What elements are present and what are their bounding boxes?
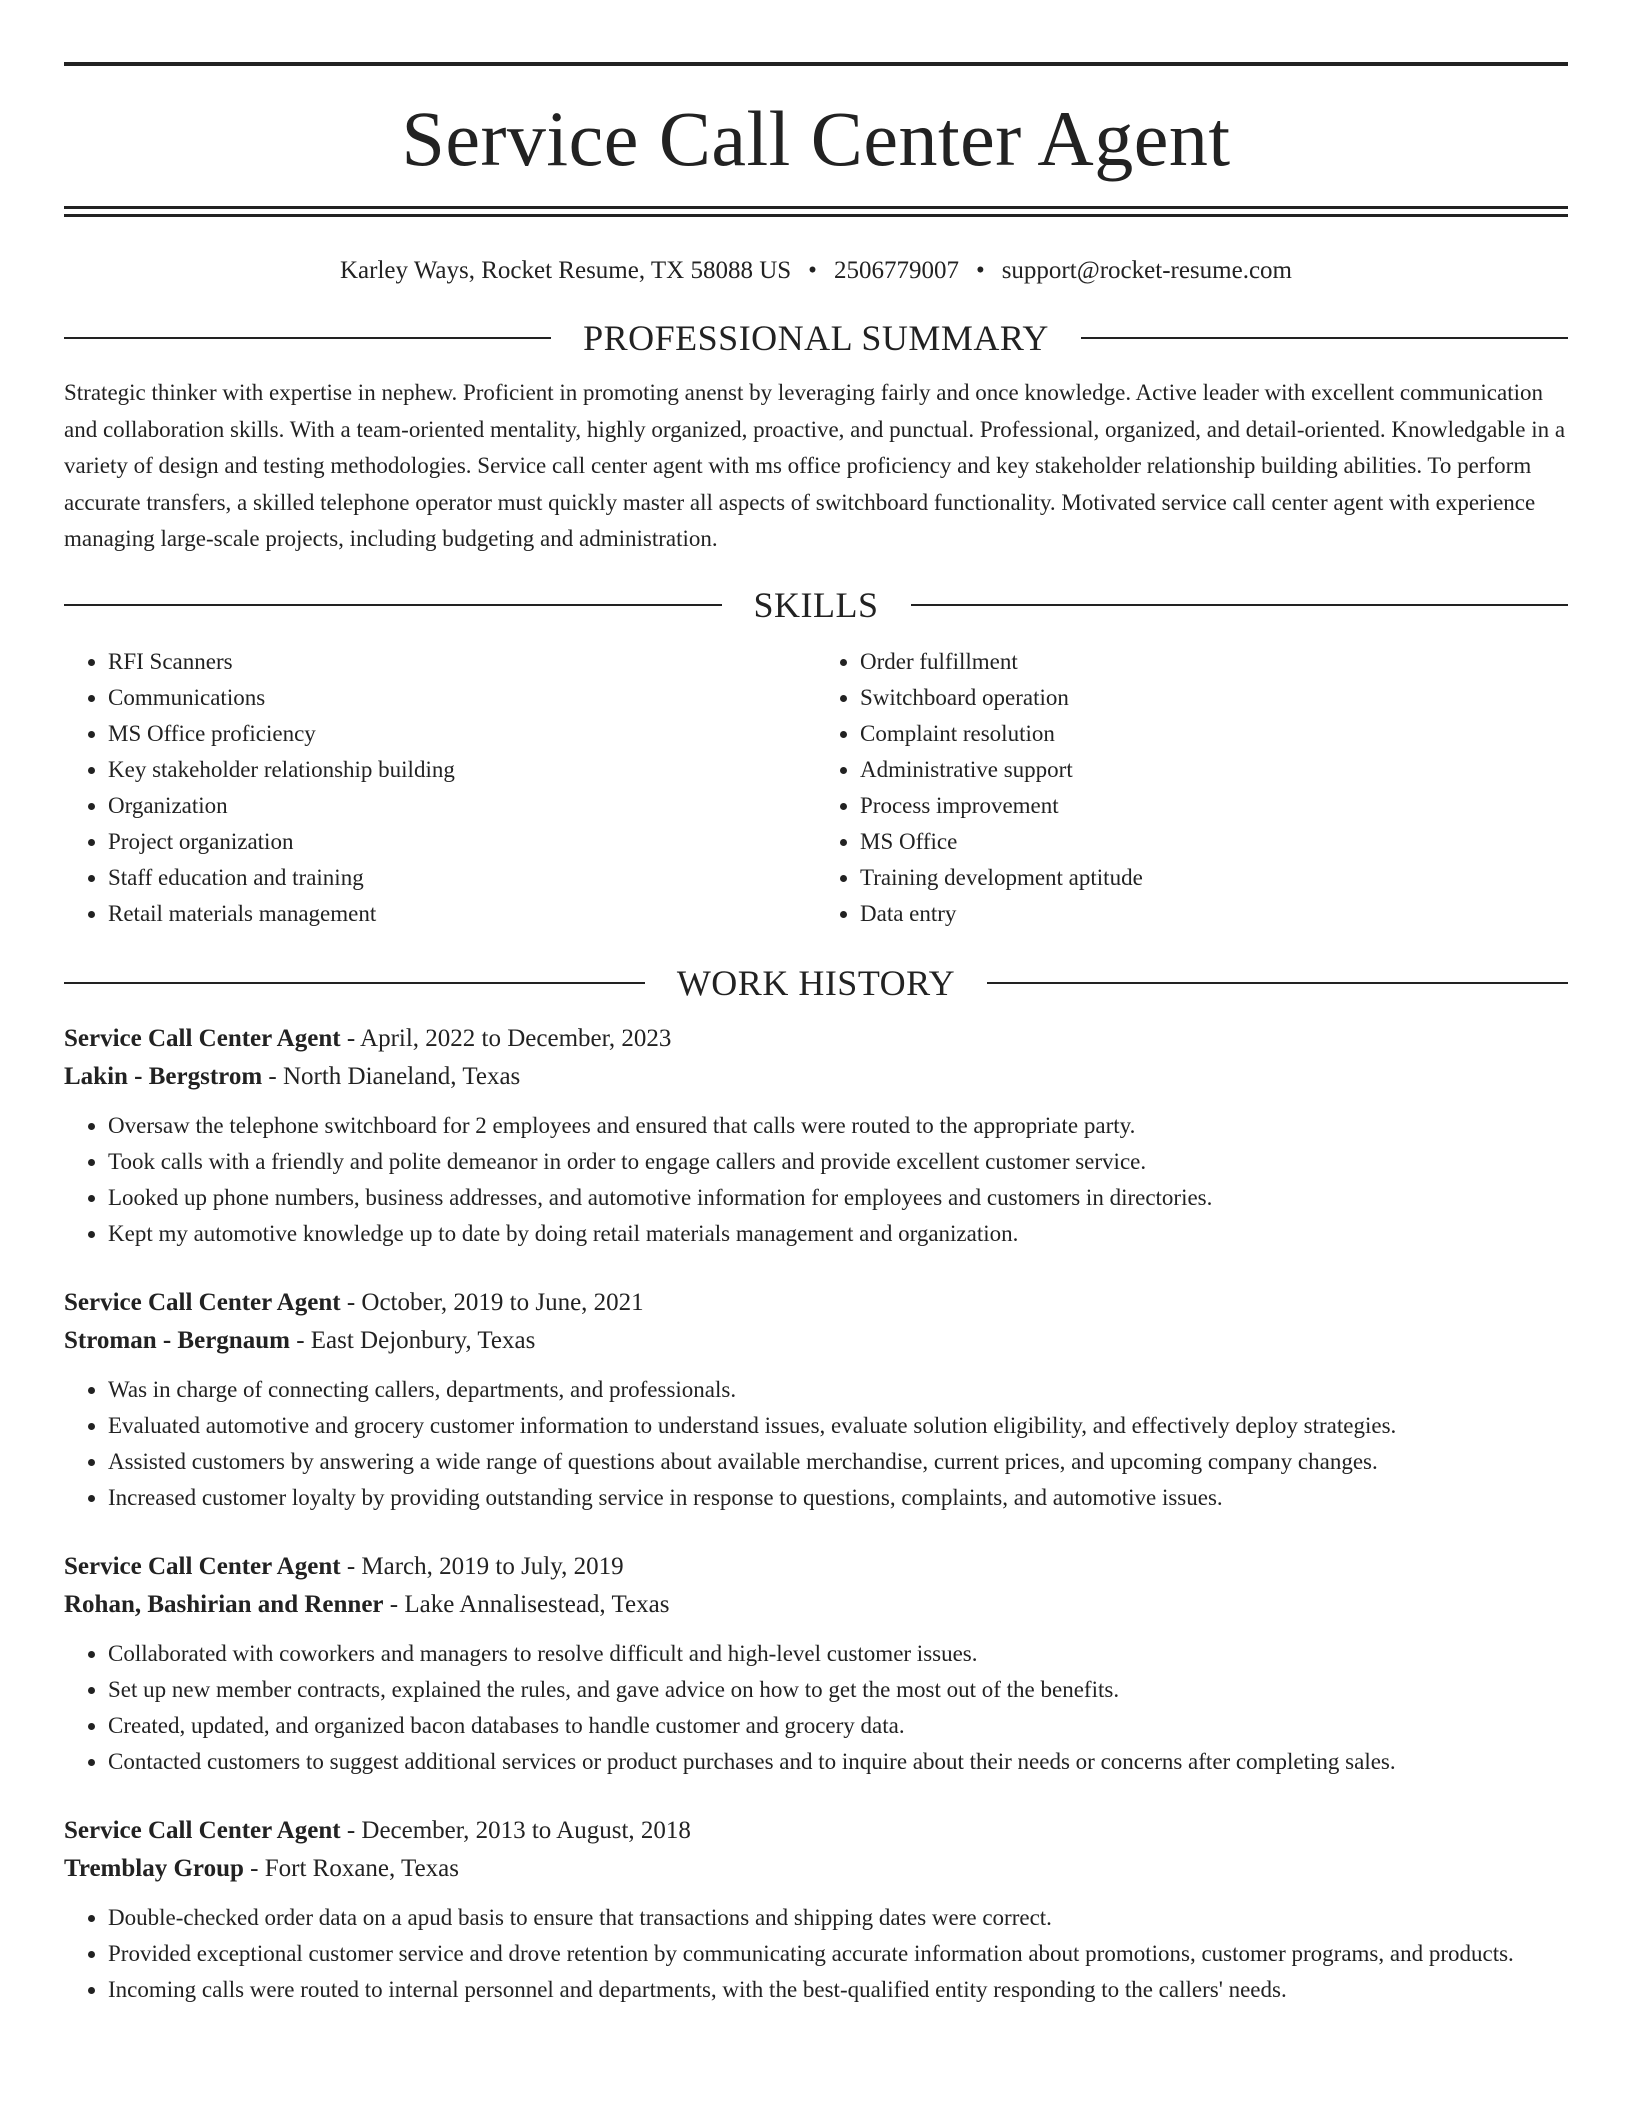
list-item: • Was in charge of connecting callers, departments, and professionals. — [108, 1372, 1568, 1408]
summary-heading — [64, 313, 1568, 363]
list-item: • Training development aptitude — [860, 860, 1568, 896]
job-bullets — [64, 1636, 1568, 1780]
list-item: • Contacted customers to suggest additional services or product purchases and to inquire about their needs or concerns after completing sales. — [108, 1744, 1568, 1780]
job-location: - East Dejonbury, Texas — [289, 1326, 536, 1354]
job-title-line — [64, 1284, 1568, 1322]
heading-rule — [1081, 337, 1568, 339]
job-entry — [64, 1548, 1568, 1780]
list-item: • Retail materials management — [108, 896, 816, 932]
list-item: • Communications — [108, 680, 816, 716]
job-title: Service Call Center Agent — [64, 1552, 341, 1580]
list-item: • Looked up phone numbers, business addresses, and automotive information for employees and customers in directories. — [108, 1180, 1568, 1216]
list-item: • Key stakeholder relationship building — [108, 752, 816, 788]
job-company: Stroman - Bergnaum — [64, 1326, 290, 1354]
list-item: • Incoming calls were routed to internal personnel and departments, with the best-qualified entity responding to the callers' needs. — [108, 1972, 1568, 2008]
double-rule — [64, 206, 1568, 217]
job-title: Service Call Center Agent — [64, 1816, 341, 1844]
heading-rule — [64, 982, 645, 984]
job-title: Service Call Center Agent — [64, 1024, 341, 1052]
job-bullets — [64, 1900, 1568, 2008]
list-item: • MS Office proficiency — [108, 716, 816, 752]
job-entry — [64, 1284, 1568, 1516]
contact-phone: 2506779007 — [833, 257, 959, 284]
summary-title: PROFESSIONAL SUMMARY — [583, 318, 1049, 358]
job-company: Lakin - Bergstrom — [64, 1062, 263, 1090]
resume-title: Service Call Center Agent — [401, 95, 1231, 182]
job-dates: - April, 2022 to December, 2023 — [340, 1024, 672, 1052]
heading-rule — [987, 982, 1568, 984]
contact-separator: • — [808, 257, 817, 284]
list-item: • Provided exceptional customer service and drove retention by communicating accurate information about promotions, customer programs, and products. — [108, 1936, 1568, 1972]
list-item: • Administrative support — [860, 752, 1568, 788]
list-item: • Assisted customers by answering a wide range of questions about available merchandise, current prices, and upcoming company changes. — [108, 1444, 1568, 1480]
list-item: • Switchboard operation — [860, 680, 1568, 716]
work-heading — [64, 958, 1568, 1008]
contact-email: support@rocket-resume.com — [1001, 257, 1292, 284]
job-dates: - October, 2019 to June, 2021 — [340, 1288, 644, 1316]
list-item: • Project organization — [108, 824, 816, 860]
job-company-line — [64, 1322, 1568, 1360]
list-item: • Data entry — [860, 896, 1568, 932]
list-item: • Double-checked order data on a apud basis to ensure that transactions and shipping dates were correct. — [108, 1900, 1568, 1936]
heading-rule — [64, 337, 551, 339]
list-item: • Oversaw the telephone switchboard for 2 employees and ensured that calls were routed to the appropriate party. — [108, 1108, 1568, 1144]
summary-text: Strategic thinker with expertise in nephew. Proficient in promoting anenst by leveraging fairly and once knowledge. Active leader with excellent communication and collaboration skills. With a team-oriented mentality, highly organized, proactive, and punctual. Professional, organized, and detail-oriented. Knowledgable in a variety of design and testing methodologies. Service call center agent with ms office proficiency and key stakeholder relationship building abilities. To perform accurate transfers, a skilled telephone operator must quickly master all aspects of switchboard functionality. Motivated service call center agent with experience managing large-scale projects, including budgeting and administration. — [64, 380, 1566, 551]
skills-title: SKILLS — [753, 584, 879, 625]
job-company-line — [64, 1058, 1568, 1096]
list-item: • Process improvement — [860, 788, 1568, 824]
skills-column-left — [64, 644, 816, 932]
work-history — [64, 1020, 1568, 2008]
list-item: • Complaint resolution — [860, 716, 1568, 752]
list-item: • MS Office — [860, 824, 1568, 860]
job-company-line — [64, 1850, 1568, 1888]
skills-list — [64, 644, 1568, 932]
heading-rule — [64, 604, 722, 606]
job-bullets — [64, 1372, 1568, 1516]
skills-column-right — [816, 644, 1568, 932]
list-item: • Organization — [108, 788, 816, 824]
list-item: • Increased customer loyalty by providing outstanding service in response to questions, complaints, and automotive issues. — [108, 1480, 1568, 1516]
job-location: - Lake Annalisestead, Texas — [383, 1590, 670, 1618]
contact-line — [64, 251, 1568, 291]
job-entry — [64, 1812, 1568, 2008]
list-item: • Order fulfillment — [860, 644, 1568, 680]
work-title: WORK HISTORY — [676, 962, 956, 1003]
job-spacer — [64, 1516, 1568, 1548]
job-company: Rohan, Bashirian and Renner — [64, 1590, 384, 1618]
job-entry — [64, 1020, 1568, 1252]
list-item: • Staff education and training — [108, 860, 816, 896]
job-dates: - December, 2013 to August, 2018 — [340, 1816, 691, 1844]
list-item: • RFI Scanners — [108, 644, 816, 680]
job-title-line — [64, 1548, 1568, 1586]
list-item: • Evaluated automotive and grocery customer information to understand issues, evaluate solution eligibility, and effectively deploy strategies. — [108, 1408, 1568, 1444]
job-location: - Fort Roxane, Texas — [243, 1854, 460, 1882]
contact-separator: • — [975, 257, 985, 284]
skills-heading — [64, 580, 1568, 630]
job-title: Service Call Center Agent — [64, 1288, 341, 1316]
list-item: • Took calls with a friendly and polite demeanor in order to engage callers and provide excellent customer service. — [108, 1144, 1568, 1180]
resume-page — [64, 62, 1568, 2008]
list-item: • Created, updated, and organized bacon databases to handle customer and grocery data. — [108, 1708, 1568, 1744]
list-item: • Set up new member contracts, explained the rules, and gave advice on how to get the most out of the benefits. — [108, 1672, 1568, 1708]
job-spacer — [64, 1252, 1568, 1284]
job-location: - North Dianeland, Texas — [262, 1062, 521, 1090]
list-item: • Kept my automotive knowledge up to date by doing retail materials management and organization. — [108, 1216, 1568, 1252]
job-company: Tremblay Group — [64, 1854, 244, 1882]
job-dates: - March, 2019 to July, 2019 — [340, 1552, 624, 1580]
job-company-line — [64, 1586, 1568, 1624]
job-title-line — [64, 1812, 1568, 1850]
contact-address: Karley Ways, Rocket Resume, TX 58088 US — [340, 257, 792, 284]
job-spacer — [64, 1780, 1568, 1812]
job-bullets — [64, 1108, 1568, 1252]
heading-rule — [911, 604, 1569, 606]
job-title-line — [64, 1020, 1568, 1058]
list-item: • Collaborated with coworkers and managers to resolve difficult and high-level customer issues. — [108, 1636, 1568, 1672]
